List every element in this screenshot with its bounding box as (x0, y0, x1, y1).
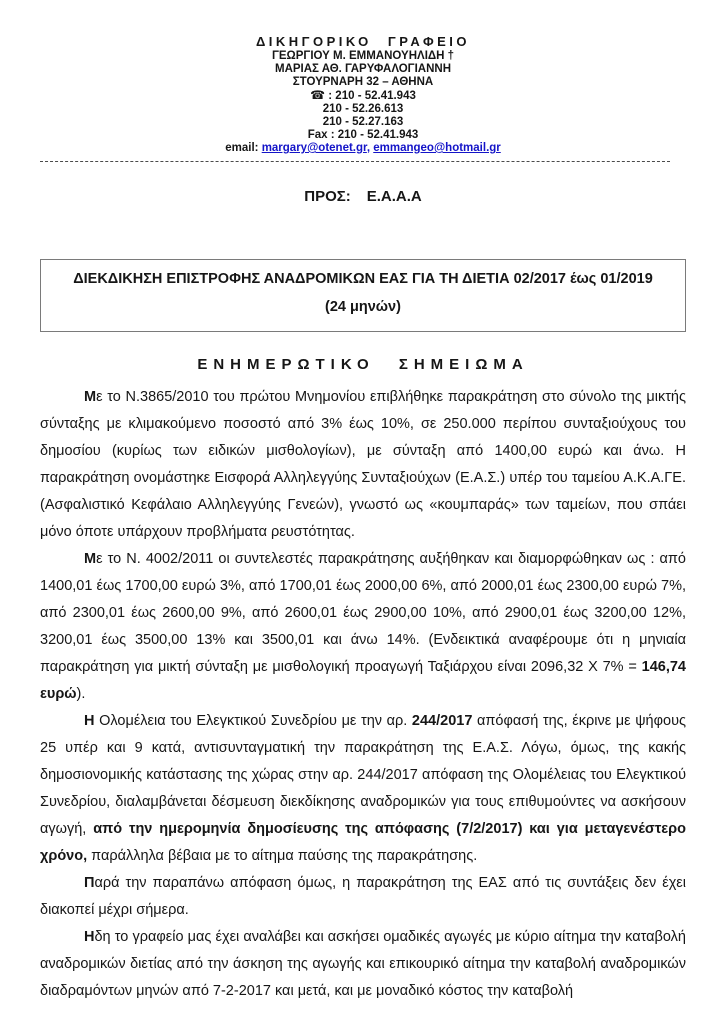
paragraph: Με το Ν. 4002/2011 οι συντελεστές παρακράτησης αυξήθηκαν και διαμορφώθηκαν ως : από 1400,01 έως 1700,00 ευρώ 3%, από 1700,01 έως 2000,00 6%, από 2000,01 έως 2300,00 ευρώ 7%, από 2300,01 έως 2600,00 9%, από 2600,01 έως 2900,00 10%, από 2900,01 έως 3200,00 12%, 3200,01 έως 3500,00 13% και 3500,01 και άνω 14%. (Ενδεικτικά αναφέρουμε ότι η μηνιαία παρακράτηση για μικτή σύνταξη με μισθολογική προαγωγή Ταξιάρχου είναι 2096,32 Χ 7% = 146,74 ευρώ). (40, 551, 686, 702)
section-heading: ΕΝΗΜΕΡΩΤΙΚΟ ΣΗΜΕΙΩΜΑ (197, 356, 529, 373)
email-link-1[interactable]: margary@otenet.gr (261, 142, 367, 154)
phone-icon: ☎ (310, 88, 326, 102)
phone-line-1 (40, 89, 686, 103)
email-separator: , (366, 142, 374, 154)
email-link-2[interactable]: emmangeo@hotmail.gr (373, 142, 501, 154)
paragraph: Η Ολομέλεια του Ελεγκτικού Συνεδρίου με την αρ. 244/2017 απόφασή της, έκρινε με ψήφους 25 υπέρ και 9 κατά, αντισυνταγματική την παρακράτηση της Ε.Α.Σ. Λόγω, όμως, της κακής δημοσιονομικής κατάστασης της χώρας στην αρ. 244/2017 απόφαση της Ολομέλειας του Ελεγκτικού Συνεδρίου, διαλαμβάνεται δέσμευση διεκδίκησης αναδρομικών για τους επιθυμούντες να ασκήσουν αγωγή, από την ημερομηνία δημοσίευσης της απόφασης (7/2/2017) και για μεταγενέστερο χρόνο, παράλληλα βέβαια με το αίτημα παύσης της παρακράτησης. (40, 713, 687, 864)
recipient-label: ΠΡΟΣ: (304, 188, 351, 205)
email-label: email: (225, 142, 259, 154)
email-line (40, 142, 686, 155)
phone-line-2 (40, 103, 686, 116)
phone-number-1: : 210 - 52.41.943 (328, 90, 416, 102)
lawyer-name-1: ΓΕΩΡΓΙΟΥ Μ. ΕΜΜΑΝΟΥΗΛΙΔΗ † (271, 50, 455, 62)
fax-number: Fax : 210 - 52.41.943 (307, 129, 419, 141)
recipient-line (40, 188, 686, 205)
separator-line (40, 161, 670, 162)
office-title: ΔΙΚΗΓΟΡΙΚΟ ΓΡΑΦΕΙΟ (255, 34, 471, 49)
paragraph: Ηδη το γραφείο μας έχει αναλάβει και ασκήσει ομαδικές αγωγές με κύριο αίτημα την καταβολή αναδρομικών διετίας από την άσκηση της αγωγής και επικουρικό αίτημα την καταβολή αναδρομικών διαδραμόντων μηνών από 7-2-2017 και μετά, και με μοναδικό κόστος την καταβολή (40, 929, 686, 999)
phone-number-3: 210 - 52.27.163 (322, 116, 404, 128)
phone-number-2: 210 - 52.26.613 (322, 103, 404, 115)
subject-title-line-2: (24 μηνών) (325, 299, 401, 315)
office-address: ΣΤΟΥΡΝΑΡΗ 32 – ΑΘΗΝΑ (292, 76, 434, 88)
paragraph: Με το Ν.3865/2010 του πρώτου Μνημονίου επιβλήθηκε παρακράτηση στο σύνολο της μικτής σύνταξης με κλιμακούμενο ποσοστό από 3% έως 10%, σε 250.000 περίπου συνταξιούχους του δημοσίου (κυρίως των ειδικών μισθολογίων), με σύνταξη από 1400,00 ευρώ και άνω. Η παρακράτηση ονομάστηκε Εισφορά Αλληλεγγύης Συνταξιούχων (Ε.Α.Σ.) υπέρ του ταμείου Α.Κ.Α.ΓΕ. (Ασφαλιστικό Κεφάλαιο Αλληλεγγύης Γενεών), γνωστό ως «κουμπαράς» των ταμείων, που σπάει μόνο όποτε υπάρχουν προβλήματα ρευστότητας. (40, 389, 686, 540)
recipient-value: Ε.Α.Α.Α (366, 188, 422, 205)
subject-title-box (40, 259, 686, 332)
lawyer-name-2: ΜΑΡΙΑΣ ΑΘ. ΓΑΡΥΦΑΛΟΓΙΑΝΝΗ (275, 63, 451, 75)
paragraph: Παρά την παραπάνω απόφαση όμως, η παρακράτηση της ΕΑΣ από τις συντάξεις δεν έχει διακοπεί μέχρι σήμερα. (40, 875, 686, 918)
letterhead (40, 34, 686, 155)
subject-title-line-1: ΔΙΕΚΔΙΚΗΣΗ ΕΠΙΣΤΡΟΦΗΣ ΑΝΑΔΡΟΜΙΚΩΝ ΕΑΣ ΓΙΑ ΤΗ ΔΙΕΤΙΑ 02/2017 έως 01/2019 (73, 271, 653, 287)
fax-line (40, 129, 686, 142)
document-body (40, 384, 686, 1005)
phone-line-3 (40, 116, 686, 129)
